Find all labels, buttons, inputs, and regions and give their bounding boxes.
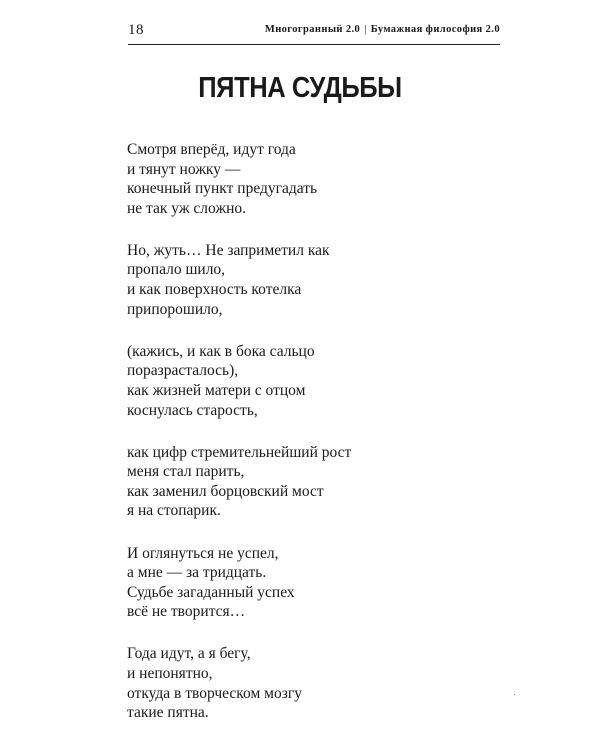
poem-line: коснулась старость, [127, 401, 258, 419]
stanza-3 [127, 342, 467, 420]
poem-line: всё не творится… [127, 603, 246, 621]
stanza-2 [127, 241, 467, 319]
running-head-separator: | [364, 24, 367, 35]
poem-line: Года идут, а я бегу, [127, 645, 251, 663]
poem-line: не так уж сложно. [127, 199, 247, 217]
print-speck [514, 694, 515, 695]
running-title-right: Бумажная философия 2.0 [370, 24, 500, 35]
poem-line: откуда в творческом мозгу [127, 684, 302, 702]
poem-line: я на стопарик. [127, 502, 221, 520]
poem-line: и непонятно, [127, 664, 213, 682]
poem-line: и тянут ножку — [127, 160, 241, 178]
stanza-6 [127, 644, 467, 722]
stanza-5 [127, 544, 467, 622]
poem-line: (кажись, и как в бока сальцо [127, 342, 315, 360]
poem-line: поразрасталось), [127, 362, 239, 380]
poem-line: как цифр стремительнейший рост [127, 443, 352, 461]
poem-line: конечный пункт предугадать [127, 180, 318, 198]
poem-line: Но, жуть… Не заприметил как [127, 241, 330, 259]
poem-title: ПЯТНА СУДЬБЫ [198, 72, 402, 104]
poem-line: пропало шило, [127, 261, 226, 279]
page-header [128, 20, 500, 45]
poem-line: Смотря вперёд, идут года [127, 141, 296, 158]
poem-line: а мне — за тридцать. [127, 564, 267, 582]
poem-line: припорошило, [127, 300, 223, 318]
poem-line: как жизней матери с отцом [127, 381, 306, 399]
stanza-4 [127, 443, 467, 521]
poem-body [127, 140, 467, 745]
poem-line: Судьбе загаданный успех [127, 583, 295, 601]
poem-line: меня стал парить, [127, 463, 245, 481]
poem-line: такие пятна. [127, 704, 209, 722]
running-title-left: Многогранный 2.0 [264, 24, 361, 35]
poem-line: как заменил борцовский мост [127, 482, 324, 500]
poem-line: И оглянуться не успел, [127, 544, 279, 562]
running-head [265, 22, 500, 38]
poem-line: и как поверхность котелка [127, 281, 302, 299]
page-number: 18 [128, 22, 144, 38]
stanza-1 [127, 140, 467, 218]
